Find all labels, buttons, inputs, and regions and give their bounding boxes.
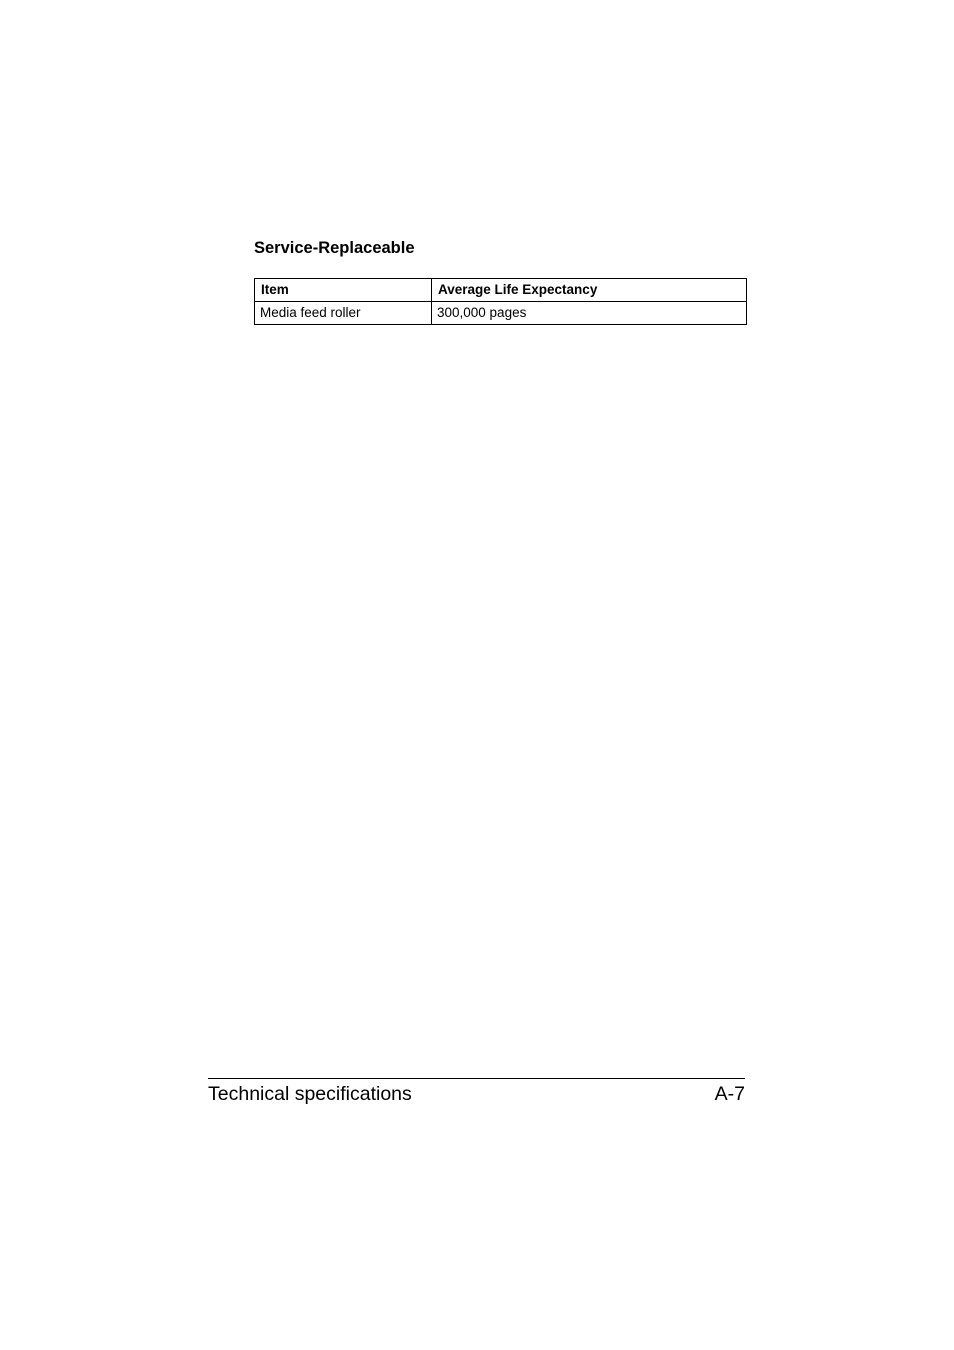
footer-chapter-title: Technical specifications — [208, 1083, 412, 1105]
footer-divider — [208, 1078, 745, 1079]
service-replaceable-table — [254, 278, 747, 325]
table-cell-life-expectancy: 300,000 pages — [432, 302, 747, 325]
column-header-average-life-expectancy: Average Life Expectancy — [432, 279, 747, 302]
table-header-row — [255, 279, 747, 302]
footer-page-number: A-7 — [714, 1083, 745, 1105]
column-header-item: Item — [255, 279, 432, 302]
table-cell-item: Media feed roller — [255, 302, 432, 325]
section-title: Service-Replaceable — [254, 239, 415, 257]
table-row — [255, 302, 747, 325]
